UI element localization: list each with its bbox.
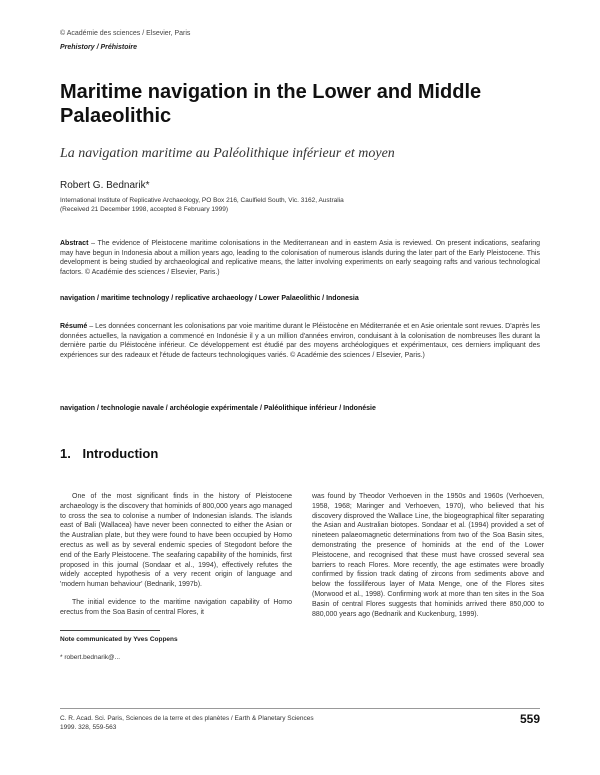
author-name: Robert G. Bednarik* <box>60 180 150 191</box>
author-affiliation <box>60 196 540 214</box>
affiliation-text: International Institute of Replicative Archaeology, PO Box 216, Caulfield South, Vic. 3162, Australia <box>60 197 344 204</box>
article-category: Prehistory / Préhistoire <box>60 44 138 51</box>
abstract <box>60 239 540 277</box>
received-date: (Received 21 December 1998, accepted 8 February 1999) <box>60 206 229 213</box>
article-title: Maritime navigation in the Lower and Middle Palaeolithic <box>60 81 482 127</box>
footnote-divider <box>60 630 160 631</box>
body-paragraph: One of the most significant finds in the history of Pleistocene archaeology is the discovery that hominids of 800,000 years ago managed to cross the sea to colonise a number of Indonesian islands. The islands east of Bali (Wallacea) have never been connected to either the Asian or the Australian plate, but they were found to have been occupied by Homo erectus as well as by several endemic species of Stegodont before the end of the Early Pleistocene. The seafaring capability of the hominids, first proposed in this journal (Sondaar et al., 1994), effectively refutes the widely accepted hypothesis of a very recent origin of language and 'modern human behaviour' (Bednarik, 1997b). <box>60 493 292 589</box>
mots-cles: navigation / technologie navale / archéologie expérimentale / Paléolithique inférieur / Indonésie <box>60 405 376 412</box>
issn-pages: 1999. 328, 559-563 <box>60 724 117 731</box>
section-heading <box>60 446 158 461</box>
communicated-note: Note communicated by Yves Coppens <box>60 636 178 643</box>
journal-copyright: © Académie des sciences / Elsevier, Paris <box>60 30 191 37</box>
body-column-right <box>312 492 544 627</box>
resume <box>60 322 540 360</box>
footer-divider <box>60 708 540 709</box>
section-title: Introduction <box>82 446 159 461</box>
correspondence-note: * robert.bednarik@... <box>60 654 121 661</box>
article-subtitle: La navigation maritime au Paléolithique inférieur et moyen <box>60 146 395 161</box>
abstract-label: Abstract <box>60 240 89 247</box>
journal-citation: C. R. Acad. Sci. Paris, Sciences de la terre et des planètes / Earth & Planetary Sciences <box>60 715 314 722</box>
footer-citation <box>60 714 420 732</box>
abstract-text: – The evidence of Pleistocene maritime colonisations in the Mediterranean and in eastern Asia is reviewed. On present indications, seafaring may have begun in Indonesia about a million years ago, leading to the colonisation of numerous islands during the later part of the Early Pleistocene. This development is being studied by archaeological and replicative means, the latter involving experiments on early seagoing rafts and various technological factors. © Académie des sciences / Elsevier, Paris.) <box>60 240 541 276</box>
resume-text: – Les données concernant les colonisations par voie maritime durant le Pléistocène en Méditerranée et en Asie orientale sont revues. D'après les données actuelles, la navigation a commencé en Indonésie il y a un million d'années environ, conduisant à la colonisation de nombreuses îles durant la dernière partie du Pléistocène inférieur. Ce développement est étudié par des moyens archéologiques et expérimentaux, ces derniers impliquant des expériences sur des radeaux et l'étude de facteurs technologiques variés. © Académie des sciences / Elsevier, Paris.) <box>60 323 540 359</box>
body-column-left <box>60 492 292 626</box>
resume-label: Résumé <box>60 323 88 330</box>
section-number: 1. <box>60 446 71 461</box>
body-paragraph: was found by Theodor Verhoeven in the 1950s and 1960s (Verhoeven, 1958, 1968; Maringer and Verhoeven, 1970), who believed that his discovery disproved the Wallace Line, the biogeographical filter separating the Asian and Australian biotopes. Sondaar et al. (1994) provided a set of nineteen palaeomagnetic determinations from two of the Soa Basin sites, demonstrating the presence of hominids at the end of the Lower Pleistocene, and recognised that these must have crossed several sea barriers to reach Flores. More recently, the age estimates were broadly confirmed by fission track dating of zircons from sediments above and below the fossiliferous layer of Mata Menge, one of the Flores sites (Morwood et al., 1998). Confirming work at more than ten sites in the Soa Basin of central Flores suggests that hominids arrived there 850,000 to 880,000 years ago (Bednarik and Kuckenburg, 1999). <box>312 493 544 618</box>
body-paragraph: The initial evidence to the maritime navigation capability of Homo erectus from the Soa Basin of central Flores, it <box>60 598 292 616</box>
page-number: 559 <box>519 712 540 726</box>
keywords: navigation / maritime technology / replicative archaeology / Lower Palaeolithic / Indonesia <box>60 295 359 302</box>
